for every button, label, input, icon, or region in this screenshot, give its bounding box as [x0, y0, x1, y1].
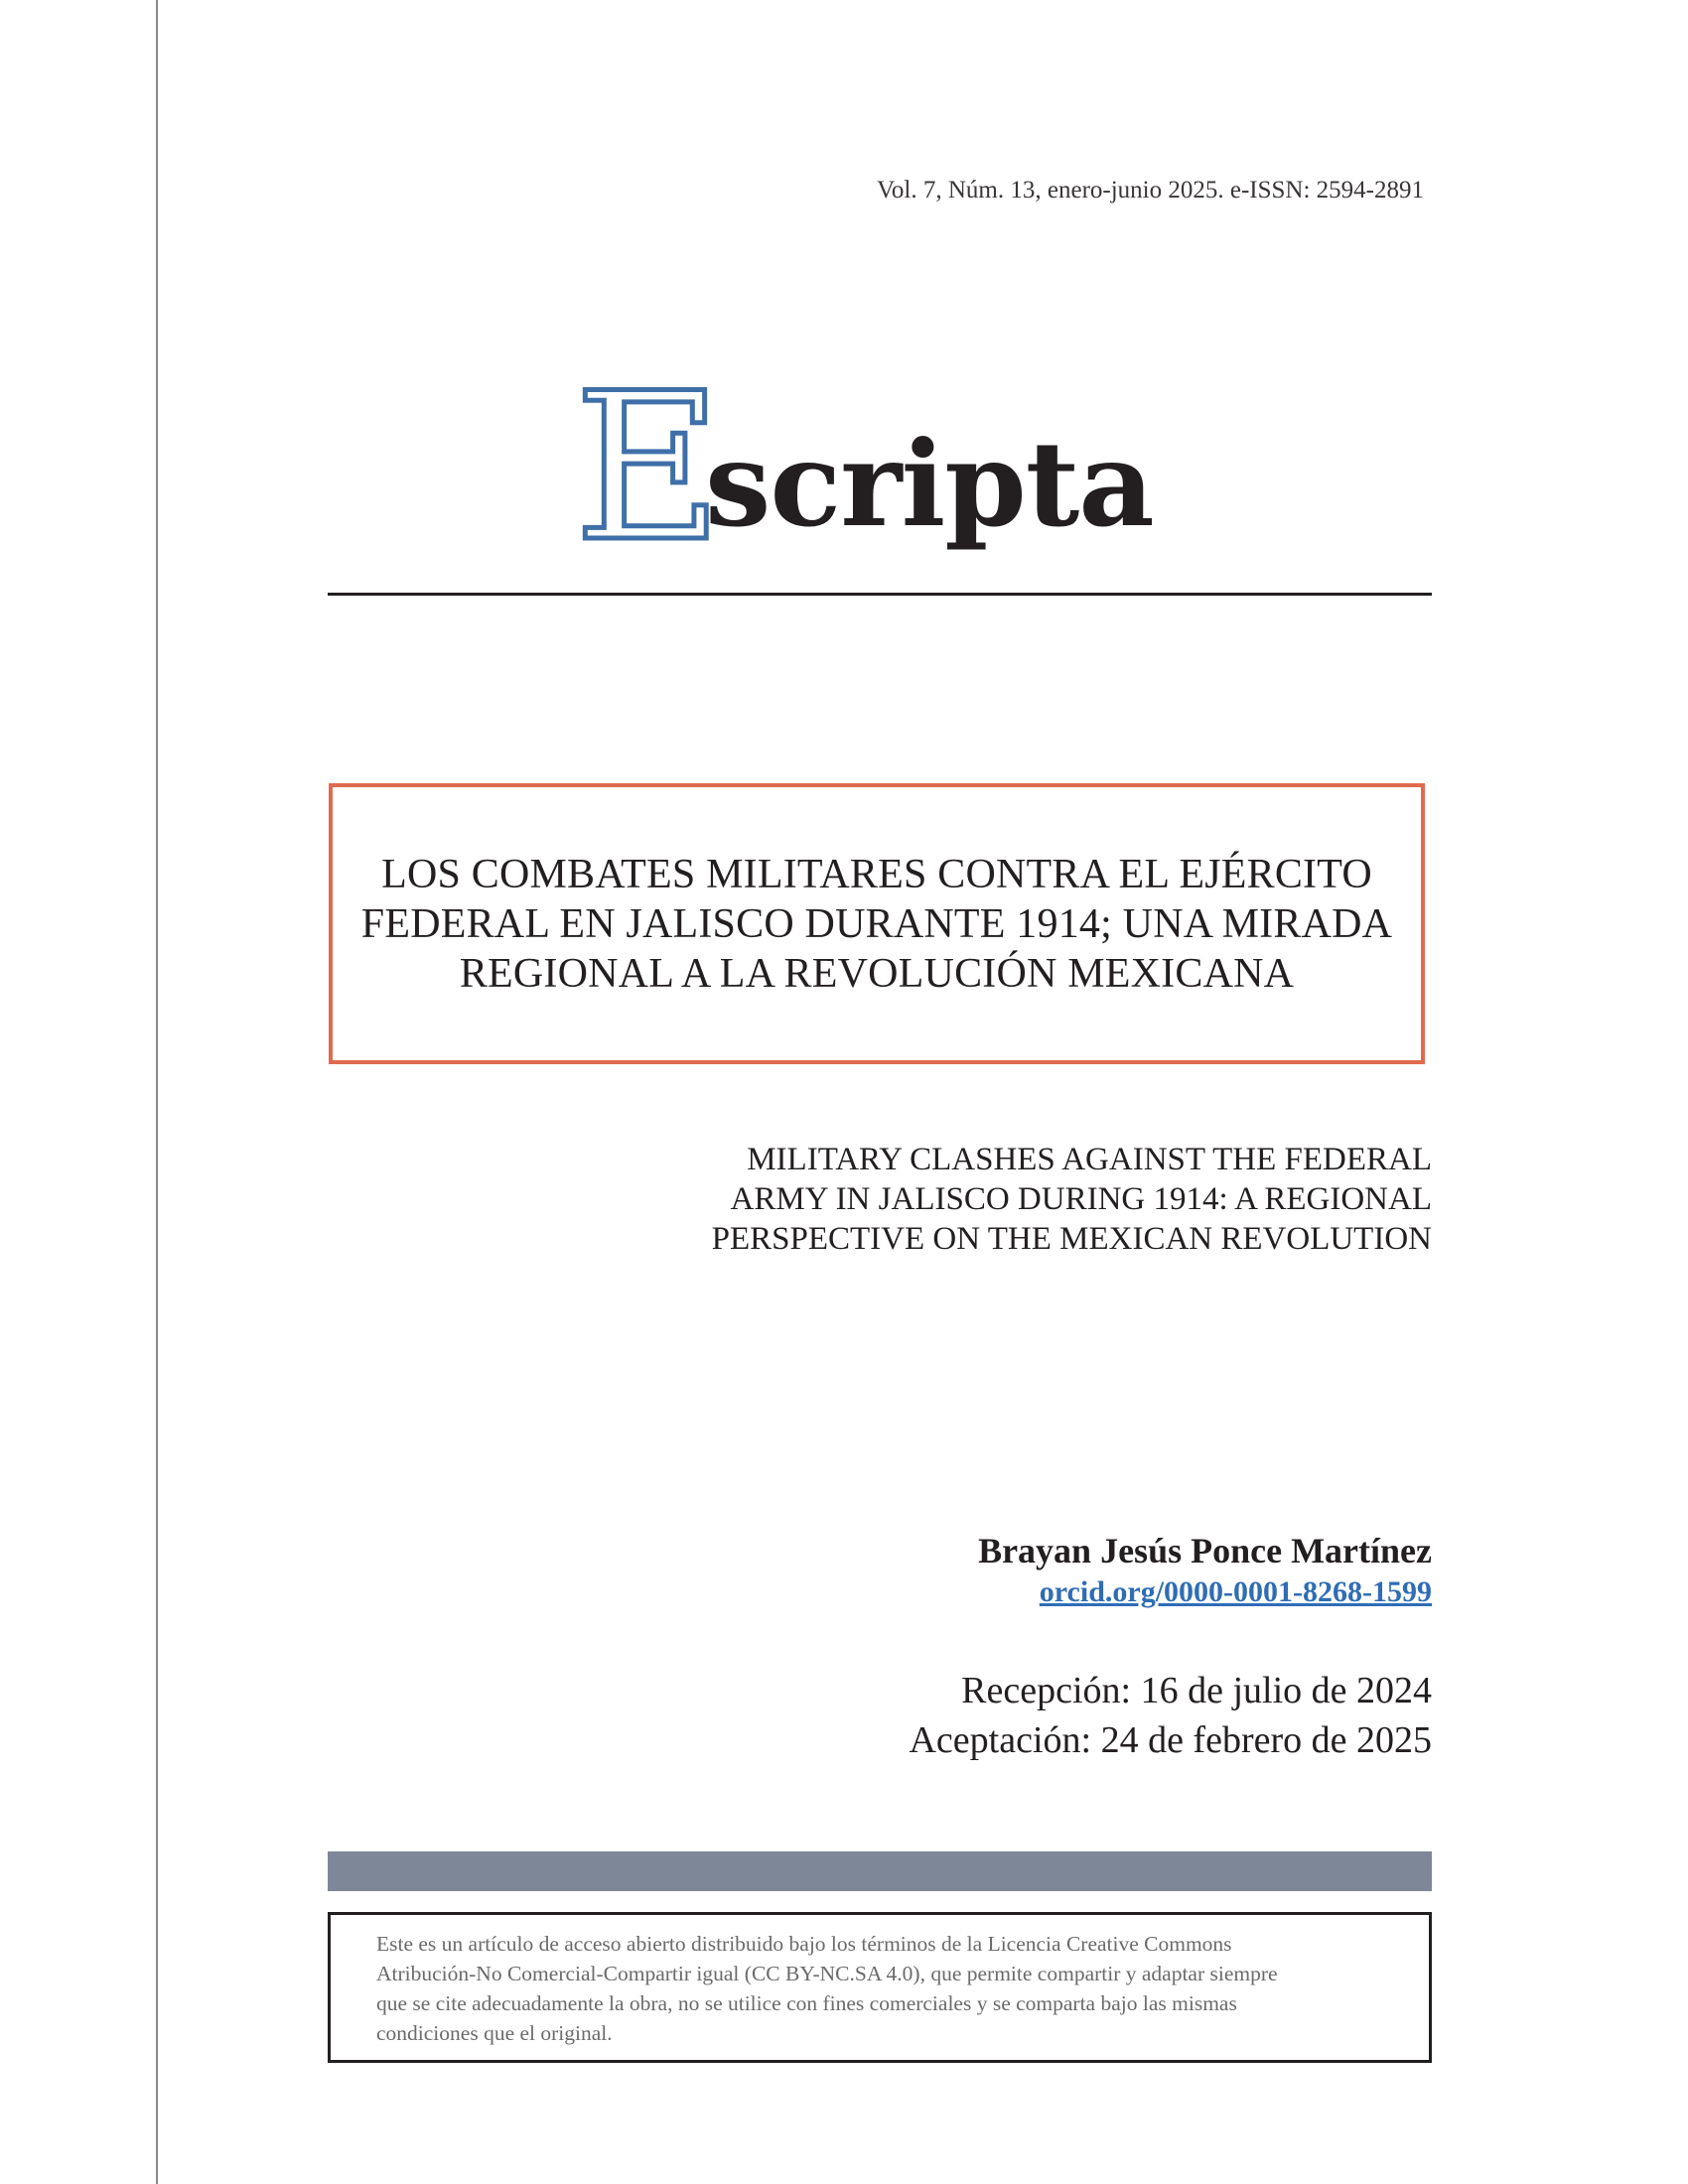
license-box [328, 1912, 1432, 2063]
logo-initial: E [574, 350, 723, 587]
logo-divider [328, 593, 1432, 596]
license-text [376, 1929, 1389, 2048]
spanish-title-line: LOS COMBATES MILITARES CONTRA EL EJÉRCITO [381, 851, 1372, 897]
issue-info: Vol. 7, Núm. 13, enero-junio 2025. e-ISSN: 2594-2891 [877, 177, 1424, 204]
license-line: condiciones que el original. [376, 2021, 613, 2045]
spanish-title [361, 850, 1392, 999]
journal-logo [574, 350, 1209, 587]
license-line: que se cite adecuadamente la obra, no se utilice con fines comerciales y se comparta bajo las mismas [376, 1991, 1237, 2015]
english-title-line: PERSPECTIVE ON THE MEXICAN REVOLUTION [711, 1221, 1432, 1257]
decorative-band [328, 1851, 1432, 1891]
spanish-title-line: FEDERAL EN JALISCO DURANTE 1914; UNA MIRADA [360, 900, 1393, 947]
spanish-title-line: REGIONAL A LA REVOLUCIÓN MEXICANA [459, 950, 1295, 997]
accepted-date: Aceptación: 24 de febrero de 2025 [909, 1719, 1432, 1761]
english-title [538, 1140, 1432, 1259]
logo-wordmark: scripta [705, 415, 1154, 553]
submission-dates [909, 1666, 1432, 1765]
page-binding-line [156, 0, 158, 2184]
orcid-link[interactable]: orcid.org/0000-0001-8268-1599 [1039, 1575, 1432, 1608]
license-line: Este es un artículo de acceso abierto distribuido bajo los términos de la Licencia Creative Commons [376, 1932, 1232, 1956]
author-name: Brayan Jesús Ponce Martínez [978, 1531, 1432, 1570]
received-date: Recepción: 16 de julio de 2024 [961, 1670, 1432, 1711]
english-title-line: ARMY IN JALISCO DURING 1914: A REGIONAL [730, 1181, 1432, 1217]
license-line: Atribución-No Comercial-Compartir igual (CC BY-NC.SA 4.0), que permite compartir y adaptar siempre [376, 1962, 1278, 1985]
english-title-line: MILITARY CLASHES AGAINST THE FEDERAL [747, 1142, 1432, 1177]
spanish-title-box [329, 783, 1425, 1064]
